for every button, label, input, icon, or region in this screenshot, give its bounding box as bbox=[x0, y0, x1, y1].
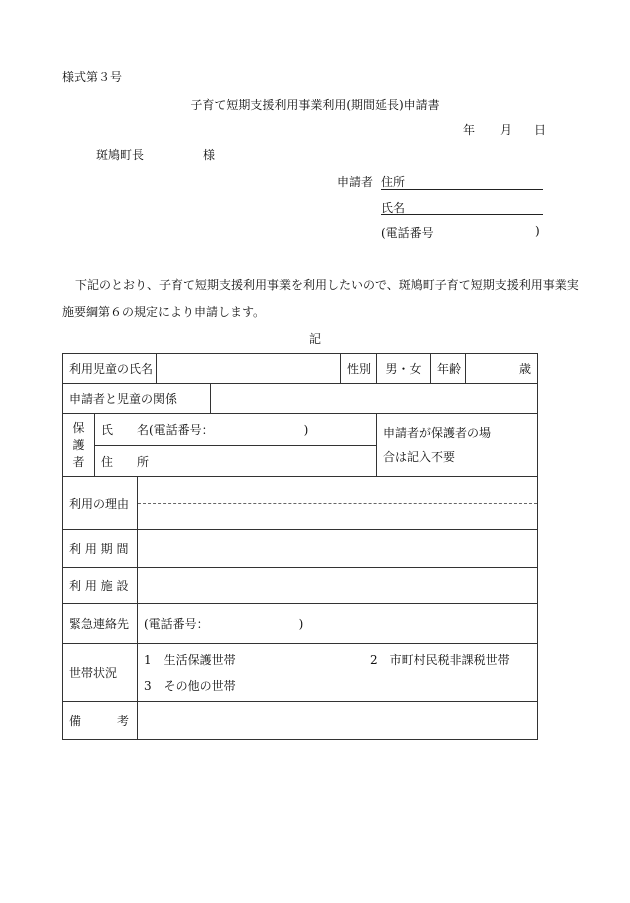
reason-field[interactable] bbox=[138, 477, 538, 530]
relation-label: 申請者と児童の関係 bbox=[63, 384, 211, 414]
applicant-name-label: 氏名 bbox=[381, 201, 406, 215]
remarks-field[interactable] bbox=[138, 702, 538, 740]
addressee-honorific: 様 bbox=[203, 148, 216, 162]
age-label: 年齢 bbox=[431, 354, 466, 384]
applicant-phone-close: ) bbox=[535, 224, 540, 238]
addressee-name: 斑鳩町長 bbox=[96, 148, 145, 162]
facility-label: 利 用 施 設 bbox=[63, 568, 138, 604]
applicant-address-label: 住所 bbox=[381, 175, 406, 189]
household-option-2[interactable]: 2 市町村民税非課税世帯 bbox=[370, 652, 510, 667]
guardian-note-line2: 合は記入不要 bbox=[383, 450, 456, 464]
application-table bbox=[62, 353, 538, 740]
remarks-label: 備 考 bbox=[63, 702, 138, 740]
applicant-name-line[interactable] bbox=[381, 214, 543, 215]
relation-field[interactable] bbox=[211, 384, 538, 414]
household-option-1[interactable]: 1 生活保護世帯 bbox=[144, 652, 236, 667]
guardian-label-char-1: 保 bbox=[72, 420, 85, 435]
child-name-field[interactable] bbox=[157, 354, 341, 384]
body-text-line2: 施要綱第６の規定により申請します。 bbox=[62, 305, 266, 319]
applicant-phone-label: (電話番号 bbox=[381, 226, 434, 240]
guardian-note bbox=[377, 414, 538, 477]
guardian-label-char-3: 者 bbox=[72, 454, 85, 469]
applicant-address-line[interactable] bbox=[381, 189, 543, 190]
child-name-label: 利用児童の氏名 bbox=[63, 354, 157, 384]
guardian-name-field[interactable]: 氏 名(電話番号： ) bbox=[95, 414, 377, 446]
sex-label: 性別 bbox=[341, 354, 377, 384]
reason-dashed-divider bbox=[138, 503, 537, 504]
emergency-field[interactable]: (電話番号： ) bbox=[138, 604, 538, 644]
guardian-label-char-2: 護 bbox=[72, 437, 85, 452]
applicant-label: 申請者 bbox=[337, 175, 374, 189]
date-day-label: 日 bbox=[534, 123, 547, 137]
date-year-label: 年 bbox=[463, 123, 476, 137]
date-month-label: 月 bbox=[500, 123, 513, 137]
guardian-address-field[interactable]: 住 所 bbox=[95, 446, 377, 477]
period-field[interactable] bbox=[138, 530, 538, 568]
household-row1 bbox=[144, 647, 531, 673]
form-number: 様式第３号 bbox=[62, 70, 123, 84]
guardian-note-line1: 申請者が保護者の場 bbox=[383, 426, 492, 440]
household-label: 世帯状況 bbox=[63, 644, 138, 702]
facility-field[interactable] bbox=[138, 568, 538, 604]
document-title: 子育て短期支援利用事業利用(期間延長)申請書 bbox=[190, 98, 440, 112]
age-field[interactable]: 歳 bbox=[466, 354, 538, 384]
period-label: 利 用 期 間 bbox=[63, 530, 138, 568]
guardian-label bbox=[63, 414, 95, 477]
sex-options[interactable]: 男・女 bbox=[377, 354, 431, 384]
reason-label: 利用の理由 bbox=[63, 477, 138, 530]
emergency-label: 緊急連絡先 bbox=[63, 604, 138, 644]
household-options bbox=[138, 644, 538, 702]
body-text-line1: 下記のとおり、子育て短期支援利用事業を利用したいので、斑鳩町子育て短期支援利用事業実 bbox=[75, 278, 579, 292]
ki-heading: 記 bbox=[308, 332, 321, 346]
household-option-3[interactable]: 3 その他の世帯 bbox=[144, 678, 236, 693]
